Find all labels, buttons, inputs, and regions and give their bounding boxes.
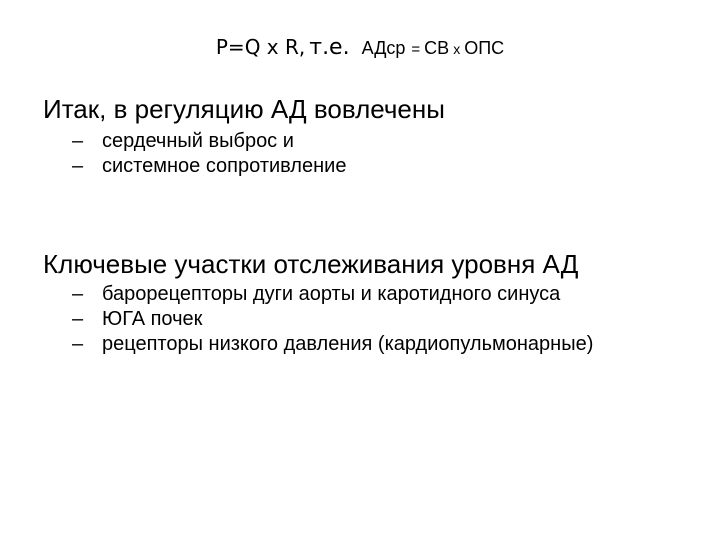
list-dash: – [72, 155, 84, 177]
list-item-text: сердечный выброс и [102, 130, 294, 152]
list-dash: – [72, 333, 84, 355]
title-sv: СВ [424, 38, 450, 58]
title-adsr: АДср [361, 38, 406, 58]
title-ops: ОПС [464, 38, 505, 58]
list-dash: – [72, 308, 84, 330]
title-times: х [453, 41, 461, 57]
list-item [72, 332, 593, 357]
regulation-list [72, 129, 346, 179]
list-item-text: барорецепторы дуги аорты и каротидного синуса [102, 283, 561, 305]
list-item [72, 307, 593, 332]
list-item [72, 282, 593, 307]
list-dash: – [72, 283, 84, 305]
list-item-text: рецепторы низкого давления (кардиопульмонарные) [102, 333, 594, 355]
list-item-text: системное сопротивление [102, 155, 347, 177]
title-te: т.е. [309, 35, 350, 60]
monitoring-list [72, 282, 593, 357]
slide-title [0, 32, 720, 65]
list-item [72, 129, 346, 154]
list-dash: – [72, 130, 84, 152]
title-equals: = [411, 41, 421, 58]
section-heading-monitoring: Ключевые участки отслеживания уровня АД [43, 249, 579, 279]
list-item-text: ЮГА почек [102, 308, 203, 330]
title-formula: P=Q x R, [215, 35, 306, 59]
list-item [72, 154, 346, 179]
section-heading-regulation: Итак, в регуляцию АД вовлечены [43, 94, 445, 124]
